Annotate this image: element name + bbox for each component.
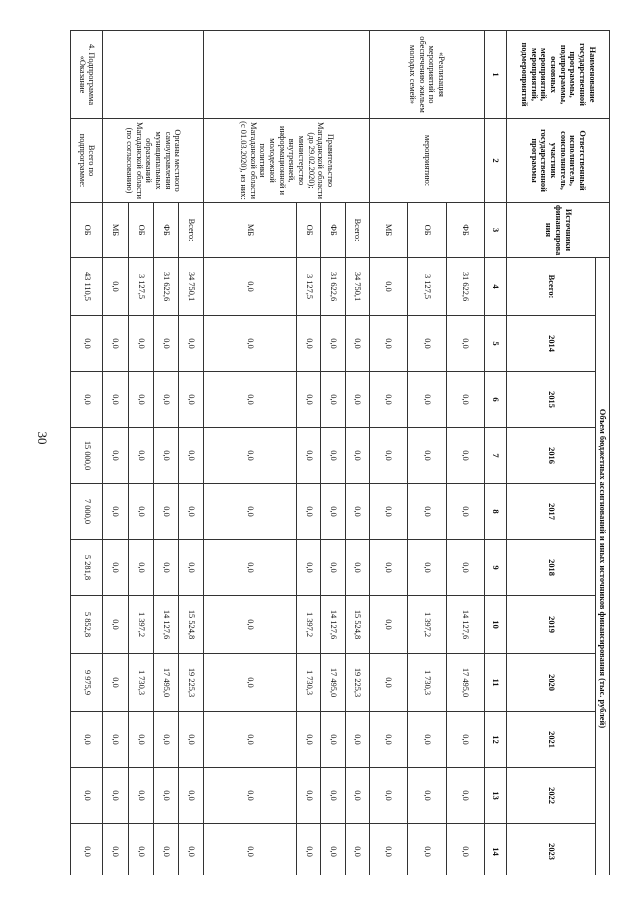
value-cell: 0,0 bbox=[408, 768, 446, 824]
total-cell: 34 750,1 bbox=[179, 258, 204, 316]
value-cell: 1 730,3 bbox=[128, 654, 153, 712]
total-cell: 3 127,5 bbox=[408, 258, 446, 316]
column-number: 8 bbox=[484, 484, 506, 540]
column-number: 14 bbox=[484, 824, 506, 876]
value-cell: 7 000,0 bbox=[71, 484, 103, 540]
value-cell: 0,0 bbox=[321, 540, 345, 596]
source-cell: ОБ bbox=[297, 203, 321, 258]
value-cell: 0,0 bbox=[204, 768, 297, 824]
value-cell: 0,0 bbox=[128, 428, 153, 484]
column-number: 7 bbox=[484, 428, 506, 484]
column-number: 1 bbox=[484, 31, 506, 119]
value-cell: 17 495,0 bbox=[446, 654, 484, 712]
value-cell: 0,0 bbox=[408, 824, 446, 876]
value-cell: 0,0 bbox=[345, 824, 369, 876]
value-cell: 0,0 bbox=[153, 824, 178, 876]
value-cell: 0,0 bbox=[446, 484, 484, 540]
value-cell: 0,0 bbox=[204, 372, 297, 428]
column-number: 6 bbox=[484, 372, 506, 428]
value-cell: 0,0 bbox=[297, 372, 321, 428]
value-cell: 1 730,3 bbox=[408, 654, 446, 712]
value-cell: 14 127,6 bbox=[446, 596, 484, 654]
header-year: 2019 bbox=[507, 596, 596, 654]
column-number: 9 bbox=[484, 540, 506, 596]
value-cell: 0,0 bbox=[103, 540, 128, 596]
column-number: 13 bbox=[484, 768, 506, 824]
value-cell: 0,0 bbox=[71, 372, 103, 428]
value-cell: 0,0 bbox=[71, 824, 103, 876]
header-year: 2016 bbox=[507, 428, 596, 484]
value-cell: 0,0 bbox=[408, 540, 446, 596]
value-cell: 0,0 bbox=[153, 428, 178, 484]
value-cell: 0,0 bbox=[345, 372, 369, 428]
value-cell: 0,0 bbox=[153, 712, 178, 768]
value-cell: 0,0 bbox=[345, 428, 369, 484]
source-cell: МБ bbox=[103, 203, 128, 258]
total-cell: 3 127,5 bbox=[297, 258, 321, 316]
value-cell: 0,0 bbox=[446, 540, 484, 596]
value-cell: 0,0 bbox=[179, 824, 204, 876]
header-total: Всего: bbox=[507, 258, 596, 316]
value-cell: 0,0 bbox=[153, 484, 178, 540]
value-cell: 14 127,6 bbox=[321, 596, 345, 654]
rotated-page-frame bbox=[70, 30, 610, 875]
value-cell: 0,0 bbox=[103, 596, 128, 654]
total-cell: 31 622,6 bbox=[153, 258, 178, 316]
executor-cell: мероприятию: bbox=[369, 119, 484, 203]
source-cell: Всего: bbox=[345, 203, 369, 258]
source-cell: ОБ bbox=[128, 203, 153, 258]
table-row bbox=[345, 31, 369, 876]
activity-name-empty bbox=[204, 31, 370, 119]
value-cell: 0,0 bbox=[321, 316, 345, 372]
source-cell: Всего: bbox=[179, 203, 204, 258]
column-number: 11 bbox=[484, 654, 506, 712]
value-cell: 1 397,2 bbox=[297, 596, 321, 654]
value-cell: 0,0 bbox=[321, 484, 345, 540]
executor-cell: Всего по подпрограмме: bbox=[71, 119, 103, 203]
value-cell: 9 975,9 bbox=[71, 654, 103, 712]
header-year: 2022 bbox=[507, 768, 596, 824]
value-cell: 0,0 bbox=[179, 540, 204, 596]
value-cell: 0,0 bbox=[321, 768, 345, 824]
value-cell: 0,0 bbox=[204, 596, 297, 654]
value-cell: 0,0 bbox=[369, 484, 407, 540]
source-cell: ФБ bbox=[446, 203, 484, 258]
table-row bbox=[179, 31, 204, 876]
value-cell: 0,0 bbox=[103, 654, 128, 712]
value-cell: 0,0 bbox=[204, 540, 297, 596]
total-cell: 0,0 bbox=[103, 258, 128, 316]
column-number: 5 bbox=[484, 316, 506, 372]
header-year: 2020 bbox=[507, 654, 596, 712]
value-cell: 0,0 bbox=[345, 484, 369, 540]
value-cell: 0,0 bbox=[297, 428, 321, 484]
header-name: Наименование государственной программы, подпрограммы, основных мероприятий, мероприятий, подмероприятий bbox=[507, 31, 610, 119]
value-cell: 0,0 bbox=[179, 768, 204, 824]
value-cell: 0,0 bbox=[128, 316, 153, 372]
value-cell: 0,0 bbox=[103, 372, 128, 428]
value-cell: 1 397,2 bbox=[128, 596, 153, 654]
source-cell: ФБ bbox=[153, 203, 178, 258]
value-cell: 0,0 bbox=[103, 316, 128, 372]
table-row bbox=[71, 31, 103, 876]
header-year: 2023 bbox=[507, 824, 596, 876]
source-cell: МБ bbox=[204, 203, 297, 258]
value-cell: 0,0 bbox=[345, 316, 369, 372]
value-cell: 17 495,0 bbox=[321, 654, 345, 712]
value-cell: 0,0 bbox=[297, 484, 321, 540]
value-cell: 0,0 bbox=[408, 712, 446, 768]
value-cell: 17 495,0 bbox=[153, 654, 178, 712]
value-cell: 0,0 bbox=[369, 768, 407, 824]
value-cell: 0,0 bbox=[128, 768, 153, 824]
header-year: 2015 bbox=[507, 372, 596, 428]
source-cell: ФБ bbox=[321, 203, 345, 258]
value-cell: 0,0 bbox=[128, 712, 153, 768]
value-cell: 19 225,3 bbox=[345, 654, 369, 712]
value-cell: 19 225,3 bbox=[179, 654, 204, 712]
header-source: Источники финансирова ния bbox=[507, 203, 610, 258]
value-cell: 0,0 bbox=[446, 712, 484, 768]
column-number-row bbox=[484, 31, 506, 876]
total-cell: 0,0 bbox=[204, 258, 297, 316]
value-cell: 0,0 bbox=[204, 712, 297, 768]
header-funding: Объем бюджетных ассигнований и иных источников финансирования (тыс. рублей) bbox=[595, 258, 609, 876]
value-cell: 0,0 bbox=[369, 540, 407, 596]
activity-name-empty bbox=[103, 31, 204, 119]
value-cell: 0,0 bbox=[345, 712, 369, 768]
total-cell: 3 127,5 bbox=[128, 258, 153, 316]
total-cell: 31 622,6 bbox=[321, 258, 345, 316]
value-cell: 0,0 bbox=[408, 428, 446, 484]
total-cell: 0,0 bbox=[369, 258, 407, 316]
value-cell: 0,0 bbox=[446, 428, 484, 484]
source-cell: ОБ bbox=[408, 203, 446, 258]
value-cell: 15 000,0 bbox=[71, 428, 103, 484]
value-cell: 0,0 bbox=[297, 540, 321, 596]
value-cell: 0,0 bbox=[204, 824, 297, 876]
value-cell: 0,0 bbox=[446, 824, 484, 876]
value-cell: 0,0 bbox=[179, 712, 204, 768]
value-cell: 0,0 bbox=[321, 372, 345, 428]
column-number: 10 bbox=[484, 596, 506, 654]
value-cell: 0,0 bbox=[179, 428, 204, 484]
value-cell: 0,0 bbox=[204, 428, 297, 484]
value-cell: 0,0 bbox=[345, 540, 369, 596]
activity-name: «Реализация мероприятий по обеспечению жильем молодых семей» bbox=[369, 31, 484, 119]
value-cell: 1 397,2 bbox=[408, 596, 446, 654]
subprogram-name: 4. Подпрограмма «Оказание bbox=[71, 31, 103, 119]
table-row bbox=[446, 31, 484, 876]
value-cell: 0,0 bbox=[297, 824, 321, 876]
value-cell: 0,0 bbox=[321, 428, 345, 484]
total-cell: 34 750,1 bbox=[345, 258, 369, 316]
value-cell: 0,0 bbox=[369, 428, 407, 484]
executor-cell: Правительство Магаданской области (до 29.02.2020); министерство внутренней, информационной и молодежной политики Магаданской области (с 01.03.2020), из них: bbox=[204, 119, 370, 203]
value-cell: 0,0 bbox=[128, 824, 153, 876]
value-cell: 14 127,6 bbox=[153, 596, 178, 654]
header-year: 2017 bbox=[507, 484, 596, 540]
value-cell: 0,0 bbox=[369, 316, 407, 372]
value-cell: 1 730,3 bbox=[297, 654, 321, 712]
value-cell: 0,0 bbox=[128, 372, 153, 428]
source-cell: ОБ bbox=[71, 203, 103, 258]
header-year: 2021 bbox=[507, 712, 596, 768]
value-cell: 0,0 bbox=[179, 316, 204, 372]
value-cell: 0,0 bbox=[446, 372, 484, 428]
column-number: 3 bbox=[484, 203, 506, 258]
value-cell: 0,0 bbox=[179, 484, 204, 540]
value-cell: 0,0 bbox=[103, 824, 128, 876]
value-cell: 0,0 bbox=[103, 768, 128, 824]
value-cell: 0,0 bbox=[71, 316, 103, 372]
value-cell: 0,0 bbox=[71, 768, 103, 824]
total-cell: 43 110,5 bbox=[71, 258, 103, 316]
column-number: 2 bbox=[484, 119, 506, 203]
rotated-table-container bbox=[70, 30, 610, 875]
value-cell: 15 524,8 bbox=[179, 596, 204, 654]
value-cell: 0,0 bbox=[369, 654, 407, 712]
header-executor: Ответственный исполнитель, соисполнитель, участник государственной программы bbox=[507, 119, 610, 203]
value-cell: 0,0 bbox=[128, 484, 153, 540]
value-cell: 0,0 bbox=[369, 372, 407, 428]
value-cell: 0,0 bbox=[204, 316, 297, 372]
header-year: 2018 bbox=[507, 540, 596, 596]
value-cell: 0,0 bbox=[179, 372, 204, 428]
value-cell: 5 852,8 bbox=[71, 596, 103, 654]
page-number: 30 bbox=[35, 431, 50, 445]
value-cell: 0,0 bbox=[297, 316, 321, 372]
source-cell: МБ bbox=[369, 203, 407, 258]
value-cell: 0,0 bbox=[408, 372, 446, 428]
value-cell: 0,0 bbox=[128, 540, 153, 596]
value-cell: 0,0 bbox=[153, 540, 178, 596]
value-cell: 0,0 bbox=[369, 824, 407, 876]
header-year: 2014 bbox=[507, 316, 596, 372]
value-cell: 0,0 bbox=[408, 484, 446, 540]
value-cell: 0,0 bbox=[204, 654, 297, 712]
value-cell: 0,0 bbox=[103, 484, 128, 540]
value-cell: 0,0 bbox=[103, 428, 128, 484]
value-cell: 0,0 bbox=[369, 596, 407, 654]
executor-cell: Органы местного самоуправления муниципальных образований Магаданской области (по согласованию) bbox=[103, 119, 204, 203]
value-cell: 0,0 bbox=[153, 316, 178, 372]
value-cell: 0,0 bbox=[321, 712, 345, 768]
value-cell: 0,0 bbox=[345, 768, 369, 824]
value-cell: 0,0 bbox=[297, 712, 321, 768]
value-cell: 0,0 bbox=[153, 372, 178, 428]
value-cell: 0,0 bbox=[408, 316, 446, 372]
value-cell: 15 524,8 bbox=[345, 596, 369, 654]
funding-table bbox=[70, 30, 610, 875]
value-cell: 0,0 bbox=[204, 484, 297, 540]
value-cell: 0,0 bbox=[71, 712, 103, 768]
value-cell: 0,0 bbox=[369, 712, 407, 768]
value-cell: 0,0 bbox=[321, 824, 345, 876]
value-cell: 0,0 bbox=[297, 768, 321, 824]
value-cell: 0,0 bbox=[153, 768, 178, 824]
column-number: 12 bbox=[484, 712, 506, 768]
value-cell: 5 281,8 bbox=[71, 540, 103, 596]
value-cell: 0,0 bbox=[103, 712, 128, 768]
column-number: 4 bbox=[484, 258, 506, 316]
value-cell: 0,0 bbox=[446, 768, 484, 824]
total-cell: 31 622,6 bbox=[446, 258, 484, 316]
value-cell: 0,0 bbox=[446, 316, 484, 372]
